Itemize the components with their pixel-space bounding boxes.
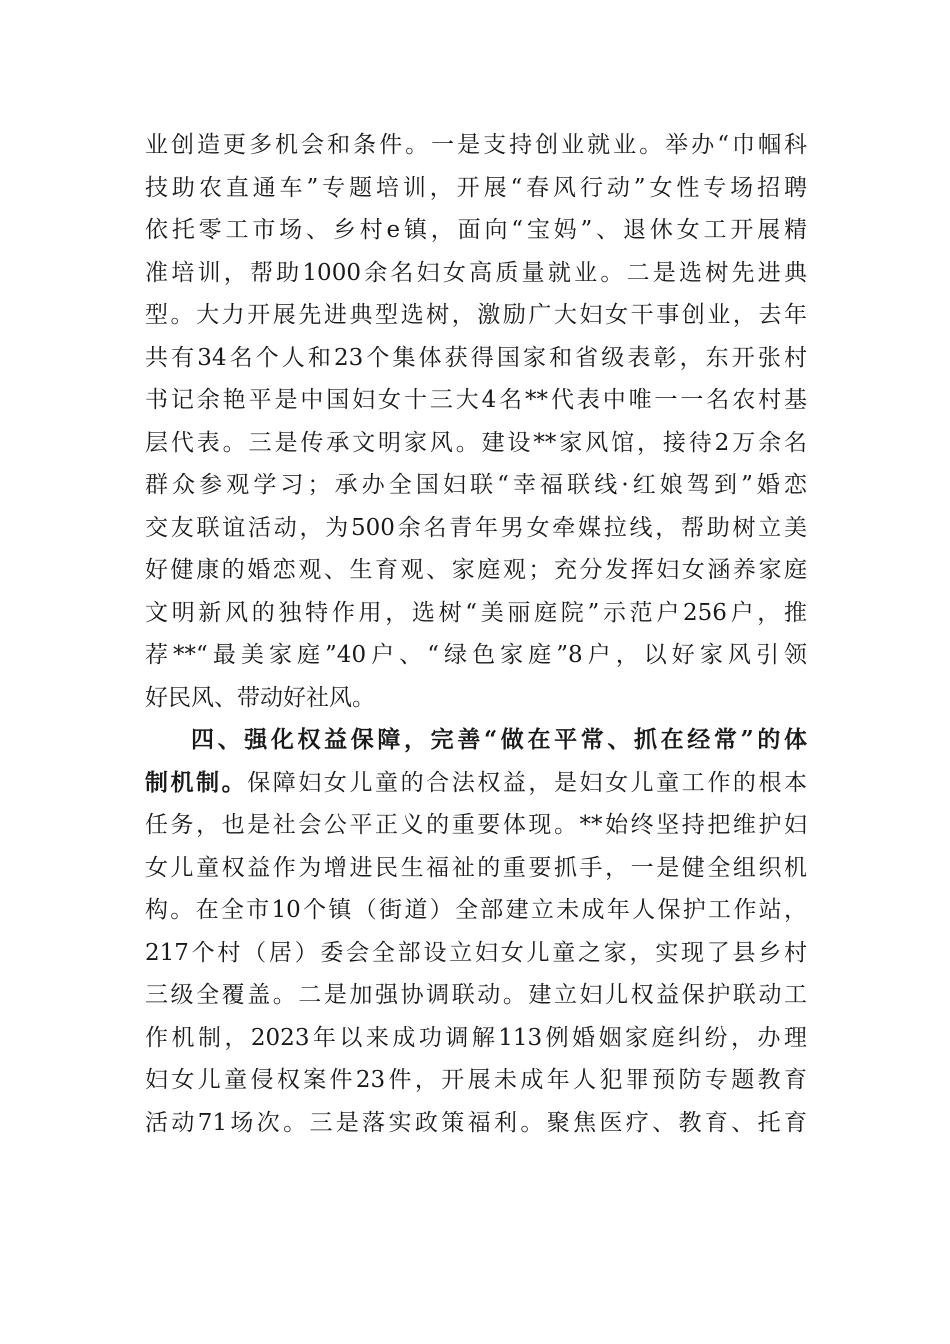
text-line: 好民风、带动好社风。	[145, 684, 375, 711]
section-heading: 四、强化权益保障，完善“做在平常、抓在经常”的体	[191, 726, 807, 753]
text-line: 依托零工市场、乡村e镇，面向“宝妈”、退休女工开展精	[145, 217, 807, 243]
document-body	[145, 124, 807, 1144]
text-line: 群众参观学习；承办全国妇联“幸福联线·红娘驾到”婚恋	[145, 472, 807, 498]
text-line: 准培训，帮助1000余名妇女高质量就业。二是选树先进典	[145, 259, 807, 286]
text-line: 任务，也是社会公平正义的重要体现。**始终坚持把维护妇	[145, 812, 807, 838]
text-line: 书记余艳平是中国妇女十三大4名**代表中唯一一名农村基	[145, 387, 807, 413]
text-line	[145, 762, 807, 805]
text-line: 217个村（居）委会全部设立妇女儿童之家，实现了县乡村	[145, 939, 807, 966]
text-line: 交友联谊活动，为500余名青年男女牵媒拉线，帮助树立美	[145, 514, 807, 541]
text-line: 作机制，2023年以来成功调解113例婚姻家庭纠纷，办理	[145, 1024, 807, 1051]
text-line: 好健康的婚恋观、生育观、家庭观；充分发挥妇女涵养家庭	[145, 557, 807, 583]
text-line: 技助农直通车”专题培训，开展“春风行动”女性专场招聘	[145, 174, 807, 201]
text-line: 层代表。三是传承文明家风。建设**家风馆，接待2万余名	[145, 429, 807, 456]
text-span: 保障妇女儿童的合法权益，是妇女儿童工作的根本	[247, 769, 807, 796]
section-heading-end: 制机制。	[145, 768, 248, 796]
text-line: 文明新风的独特作用，选树“美丽庭院”示范户256户，推	[145, 599, 807, 626]
text-line: 妇女儿童侵权案件23件，开展未成年人犯罪预防专题教育	[145, 1067, 807, 1093]
text-line: 荐**“最美家庭”40户、“绿色家庭”8户，以好家风引领	[145, 642, 807, 668]
text-line: 活动71场次。三是落实政策福利。聚焦医疗、教育、托育	[145, 1109, 807, 1136]
text-line: 型。大力开展先进典型选树，激励广大妇女干事创业，去年	[145, 302, 807, 328]
text-line: 共有34名个人和23个集体获得国家和省级表彰，东开张村	[145, 344, 807, 371]
text-line: 女儿童权益作为增进民生福祉的重要抓手，一是健全组织机	[145, 854, 807, 881]
text-line: 业创造更多机会和条件。一是支持创业就业。举办“巾帼科	[145, 132, 807, 158]
text-line: 构。在全市10个镇（街道）全部建立未成年人保护工作站，	[145, 897, 807, 923]
text-line: 三级全覆盖。二是加强协调联动。建立妇儿权益保护联动工	[145, 982, 807, 1008]
